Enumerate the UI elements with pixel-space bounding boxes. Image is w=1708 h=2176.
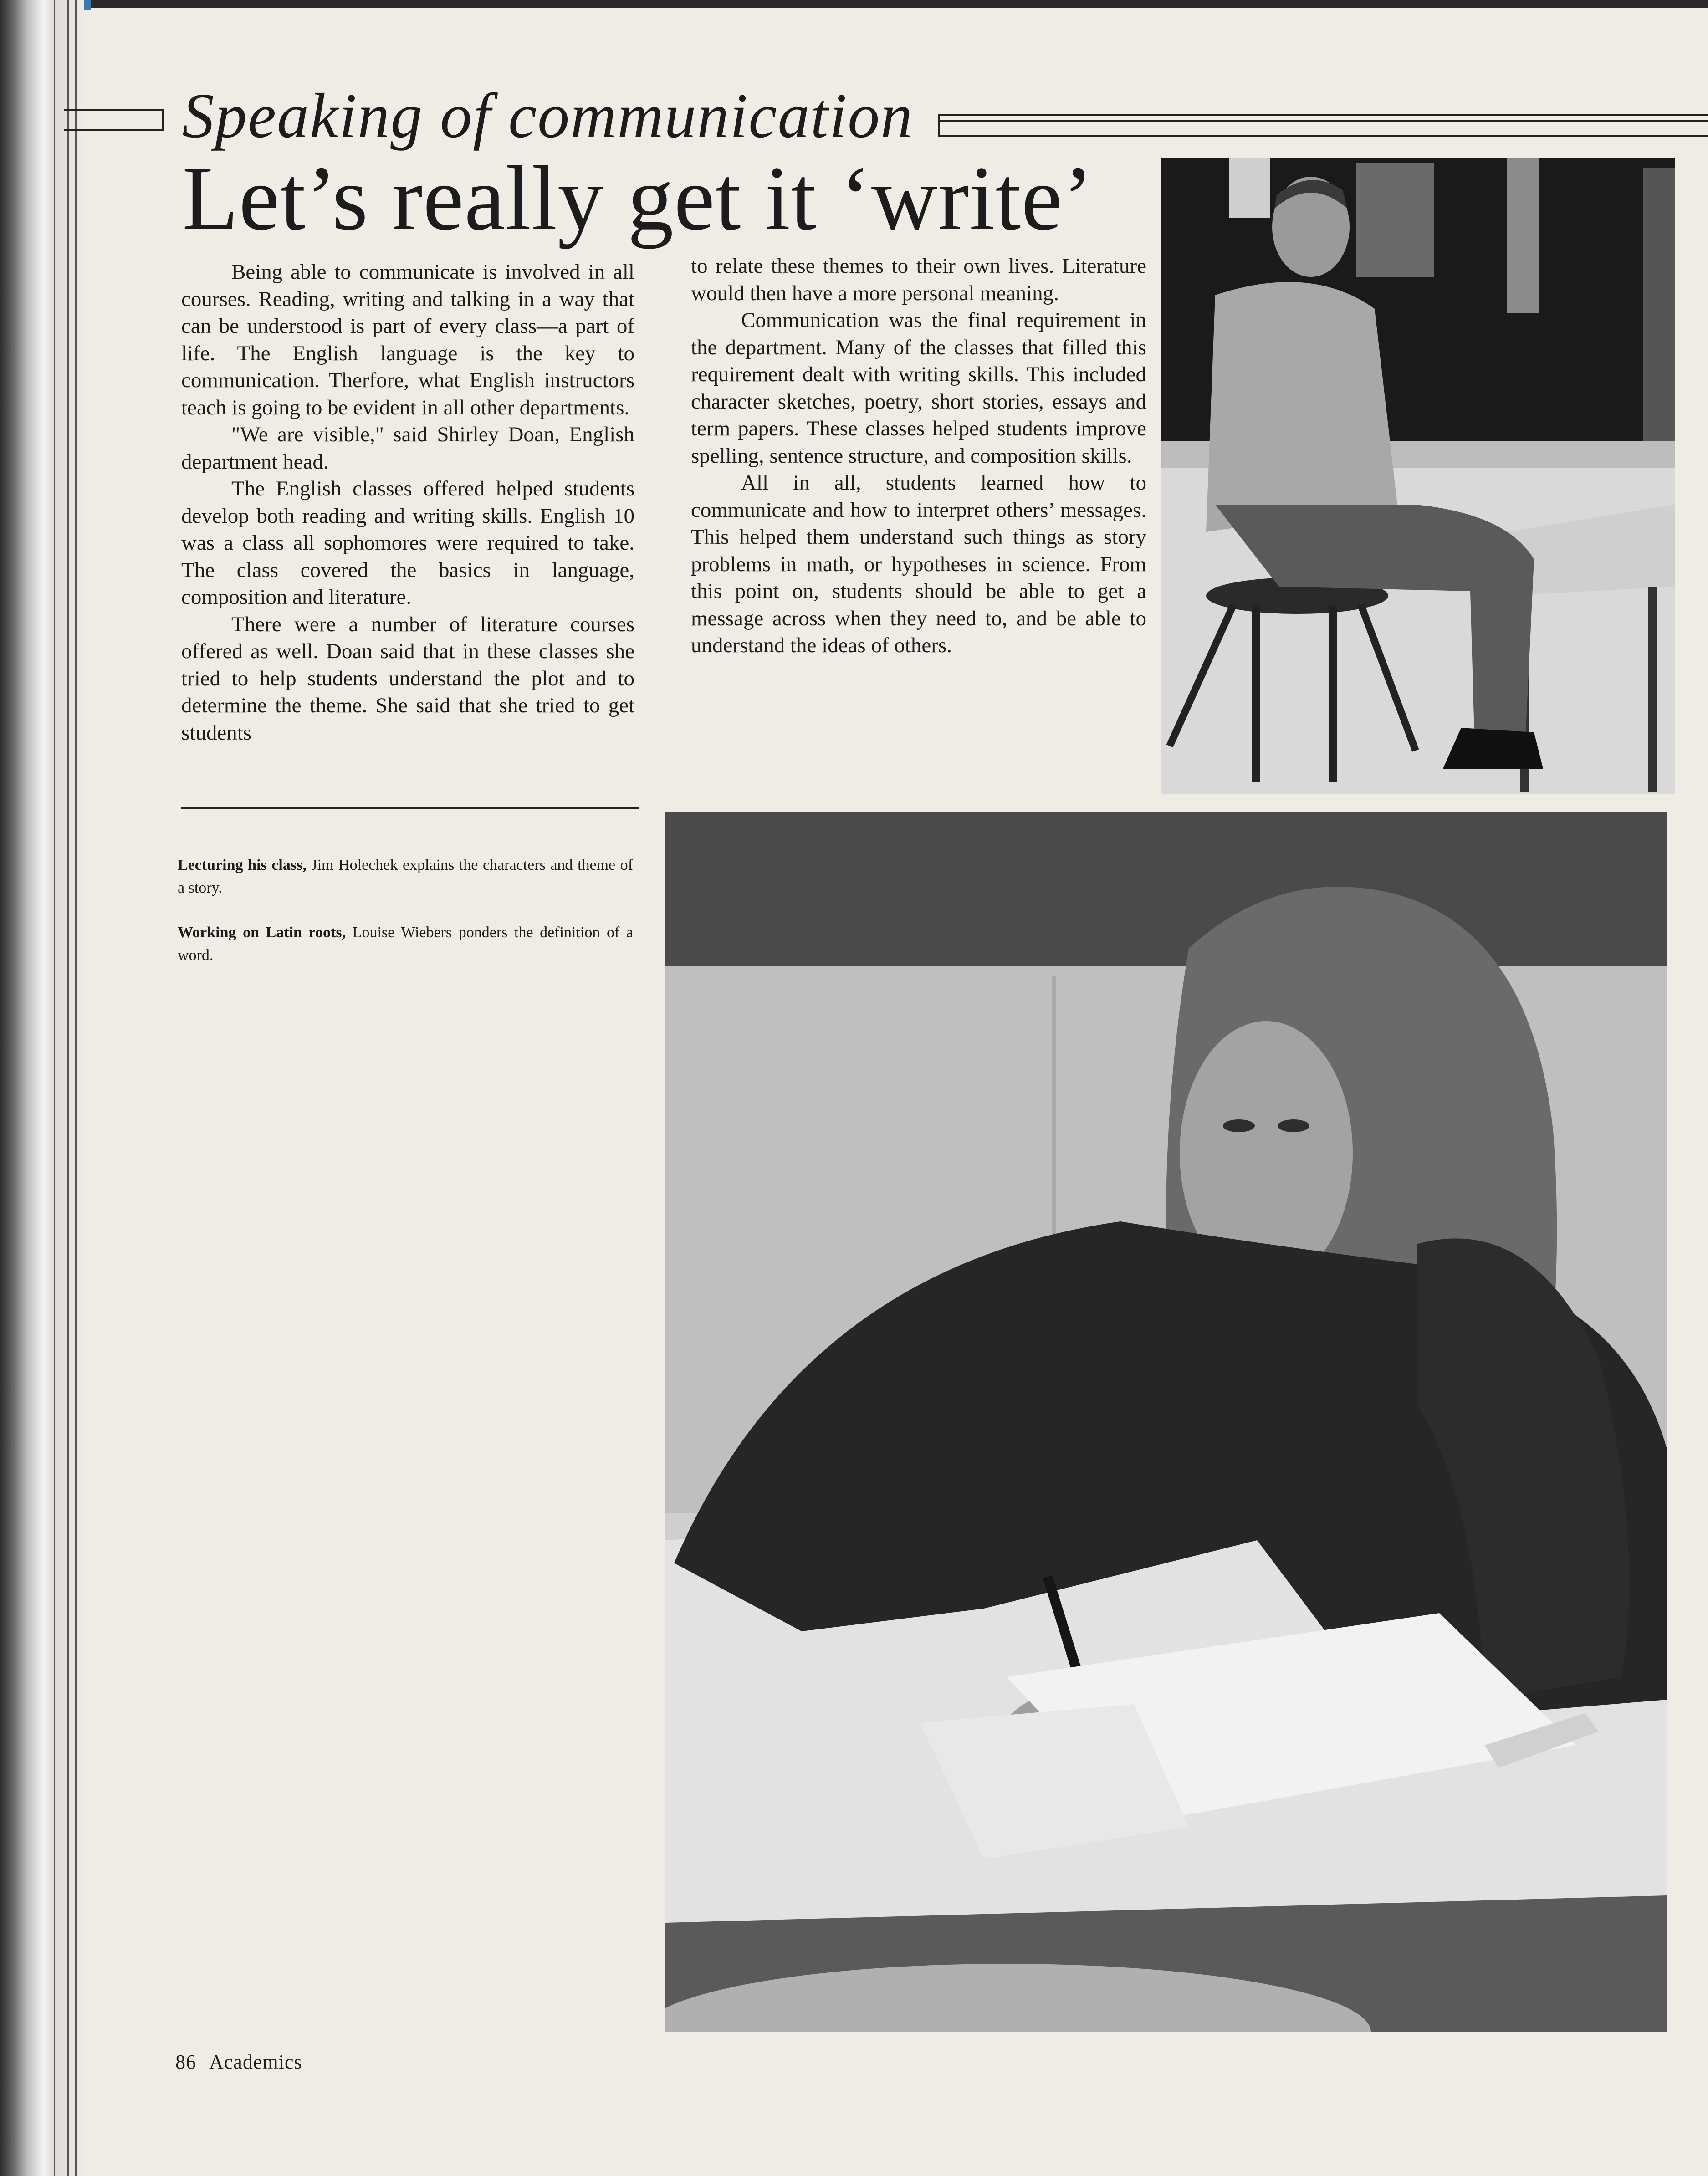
caption-2 bbox=[178, 921, 633, 967]
photo-student-writing bbox=[665, 812, 1667, 2032]
headline: Let’s really get it ‘write’ bbox=[182, 147, 1094, 249]
binding-line bbox=[67, 0, 69, 2176]
binding-line bbox=[54, 0, 55, 2176]
paragraph: Communication was the final requirement in the department. Many of the classes that filled this requirement dealt with writing skills. This included character sketches, poetry, short stories, essays and term papers. These classes helped students improve spelling, sentence structure, and composition skills. bbox=[691, 308, 1146, 468]
paragraph: "We are visible," said Shirley Doan, English department head. bbox=[181, 423, 634, 474]
paragraph: to relate these themes to their own lives. Literature would then have a more personal meaning. bbox=[691, 254, 1146, 305]
kicker-title: Speaking of communication bbox=[182, 81, 914, 151]
paragraph: There were a number of literature courses offered as well. Doan said that in these classes she tried to help students understand the plot and to determine the theme. She said that she tried to get students bbox=[181, 612, 634, 745]
caption-text: Jim Holechek explains the characters and theme of a story. bbox=[178, 857, 633, 896]
page-binding bbox=[0, 0, 84, 2176]
photo-teacher-image bbox=[1161, 158, 1675, 794]
top-edge bbox=[0, 0, 1708, 8]
column-rule bbox=[181, 807, 639, 809]
binding-line bbox=[75, 0, 77, 2176]
photo-student-image bbox=[665, 812, 1667, 2032]
caption-lead: Lecturing his class, bbox=[178, 857, 307, 873]
paragraph: The English classes offered helped students develop both reading and writing skills. English 10 was a class all sophomores were required to take. The class covered the basics in language, composition and literature. bbox=[181, 477, 634, 609]
caption-text: Louise Wiebers ponders the definition of a word. bbox=[178, 924, 633, 964]
article-column-2 bbox=[691, 253, 1146, 767]
paragraph: Being able to communicate is involved in all courses. Reading, writing and talking in a way that can be understood is part of every class—a part of life. The English language is the key to communication. Therfore, what English instructors teach is going to be evident in all other departments. bbox=[181, 260, 634, 419]
kicker-rule-right bbox=[938, 114, 1708, 137]
page-footer bbox=[175, 2049, 315, 2075]
article-column-1 bbox=[181, 259, 634, 801]
paragraph: All in all, students learned how to communicate and how to interpret others’ messages. This helped them understand such things as story problems in math, or hypotheses in science. From this point on, students should be able to get a message across when they need to, and be able to understand the ideas of others. bbox=[691, 471, 1146, 657]
caption-1 bbox=[178, 854, 633, 899]
photo-captions bbox=[178, 854, 633, 989]
caption-lead: Working on Latin roots, bbox=[178, 924, 346, 941]
kicker-rule-left bbox=[64, 109, 164, 131]
section-name: Academics bbox=[209, 2051, 302, 2073]
page-number: 86 bbox=[175, 2051, 196, 2073]
photo-teacher-lecturing bbox=[1161, 158, 1675, 794]
